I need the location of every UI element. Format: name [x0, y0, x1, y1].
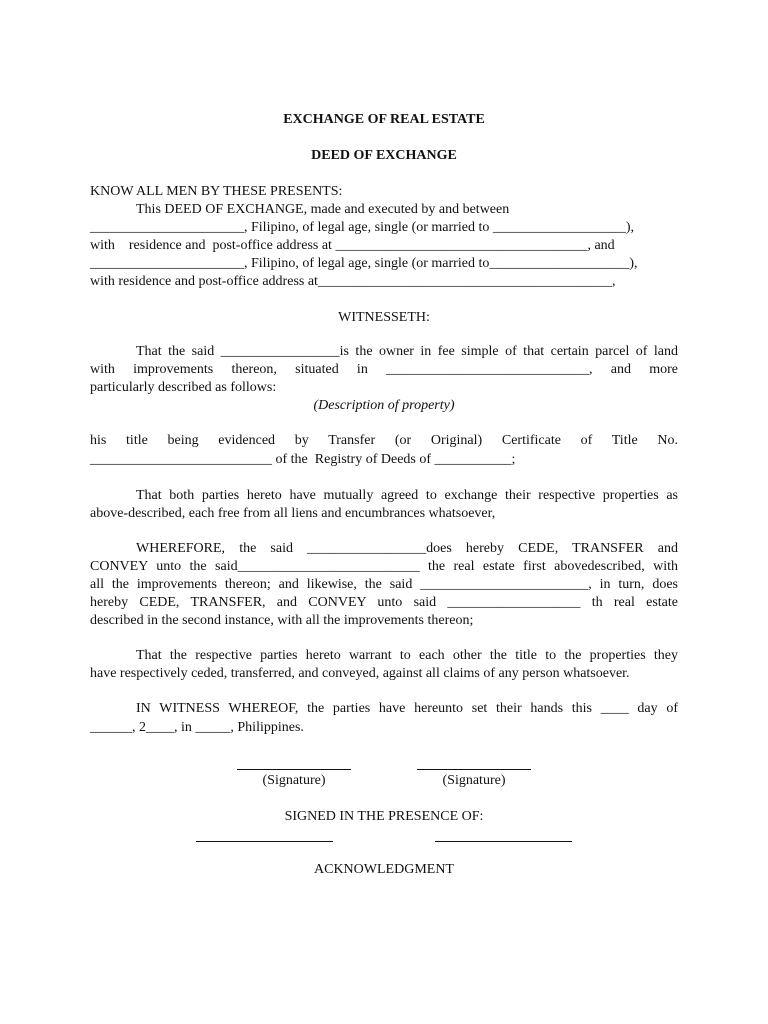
- paragraph-line: That the respective parties hereto warrant to each other the title to the properties they: [136, 648, 678, 663]
- paragraph-line: That the said _________________is the owner in fee simple of that certain parcel of land: [136, 344, 678, 359]
- paragraph-line: described in the second instance, with all the improvements thereon;: [90, 613, 474, 628]
- intro-line: This DEED OF EXCHANGE, made and executed by and between: [136, 202, 510, 217]
- document-subtitle: DEED OF EXCHANGE: [311, 148, 457, 163]
- intro-line: with residence and post-office address at__________________________________________,: [90, 274, 616, 289]
- paragraph-line: ______, 2____, in _____, Philippines.: [90, 720, 304, 735]
- paragraph-line: his title being evidenced by Transfer (or Original) Certificate of Title No.: [90, 433, 678, 448]
- intro-line: ______________________, Filipino, of legal age, single (or married to ___________________),: [90, 220, 634, 235]
- property-description: (Description of property): [313, 398, 455, 413]
- intro-line: ______________________, Filipino, of legal age, single (or married to____________________),: [90, 256, 638, 271]
- document-title: EXCHANGE OF REAL ESTATE: [283, 112, 485, 127]
- paragraph-line: __________________________ of the Registry of Deeds of ___________;: [90, 452, 516, 467]
- paragraph-line: above-described, each free from all liens and encumbrances whatsoever,: [90, 506, 496, 521]
- paragraph-line: hereby CEDE, TRANSFER, and CONVEY unto said ___________________ th real estate: [90, 595, 678, 610]
- paragraph-line: have respectively ceded, transferred, and conveyed, against all claims of any person whatsoever.: [90, 666, 630, 681]
- paragraph-line: particularly described as follows:: [90, 380, 277, 395]
- paragraph-line: WHEREFORE, the said _________________does hereby CEDE, TRANSFER and: [136, 541, 678, 556]
- paragraph-line: with improvements thereon, situated in _____________________________, and more: [90, 362, 678, 377]
- signature-label-left: (Signature): [262, 773, 326, 788]
- acknowledgment-heading: ACKNOWLEDGMENT: [314, 862, 454, 877]
- paragraph-line: CONVEY unto the said__________________________ the real estate first abovedescribed, with: [90, 559, 678, 574]
- paragraph-line: IN WITNESS WHEREOF, the parties have hereunto set their hands this ____ day of: [136, 701, 678, 716]
- paragraph-line: That both parties hereto have mutually agreed to exchange their respective properties as: [136, 488, 678, 503]
- witness-line-right: [435, 841, 572, 842]
- witnesseth-heading: WITNESSETH:: [338, 310, 430, 325]
- signature-line-right: [417, 769, 531, 770]
- signed-presence-heading: SIGNED IN THE PRESENCE OF:: [284, 809, 484, 824]
- intro-line: KNOW ALL MEN BY THESE PRESENTS:: [90, 184, 343, 199]
- paragraph-line: all the improvements thereon; and likewise, the said ________________________, in turn, does: [90, 577, 678, 592]
- signature-label-right: (Signature): [442, 773, 506, 788]
- intro-line: with residence and post-office address at ____________________________________, and: [90, 238, 615, 253]
- signature-line-left: [237, 769, 351, 770]
- witness-line-left: [196, 841, 333, 842]
